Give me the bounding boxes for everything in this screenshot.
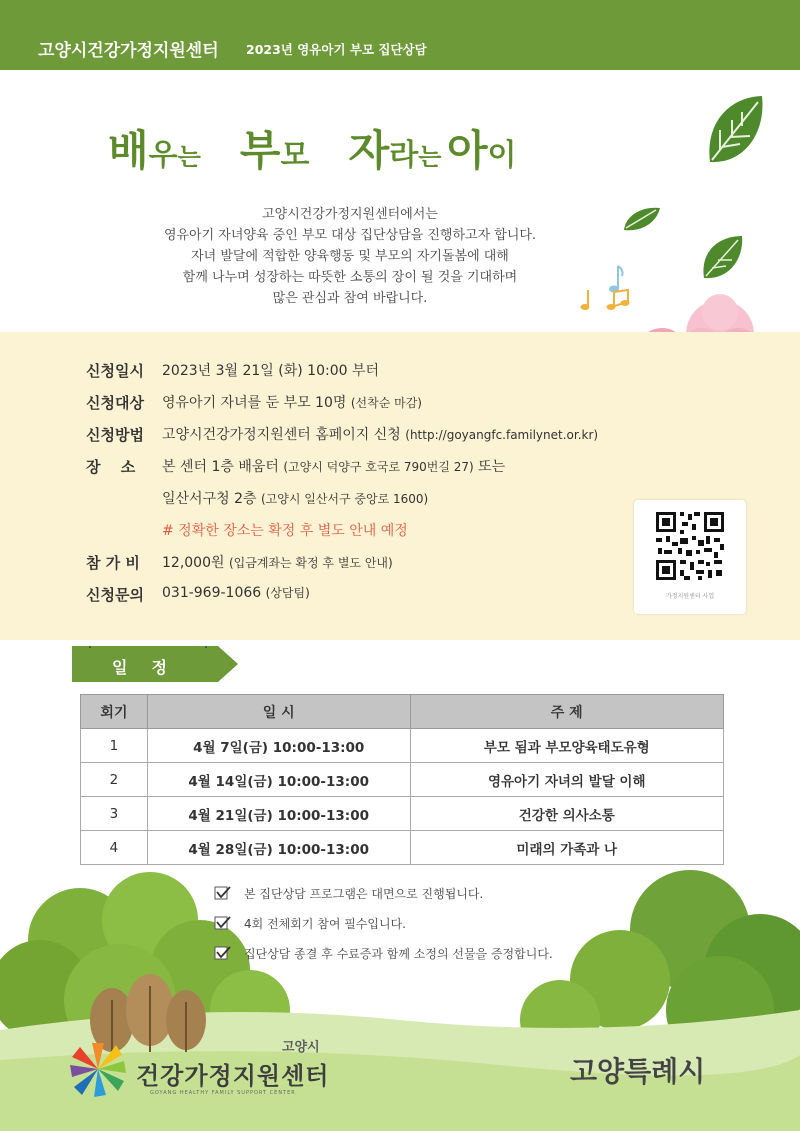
- info-place: 장 소 본 센터 1층 배움터 (고양시 덕양구 호국로 790번길 27) 또는: [86, 458, 506, 476]
- table-row: [81, 729, 724, 763]
- info-method: 신청방법 고양시건강가정지원센터 홈페이지 신청 (http://goyangfc.familynet.or.kr): [86, 426, 599, 444]
- logo-english-name: GOYANG HEALTHY FAMILY SUPPORT CENTER: [150, 1090, 296, 1096]
- intro-line: 자녀 발달에 적합한 양육행동 및 부모의 자기돌봄에 대해: [191, 249, 509, 264]
- qr-caption: 가정지원센터 사업: [665, 593, 715, 600]
- info-place-notice: # 정확한 장소는 확정 후 별도 안내 예정: [162, 523, 408, 539]
- checkbox-icon: [214, 886, 232, 900]
- schedule-table: [80, 694, 724, 865]
- intro-text: [70, 204, 630, 309]
- info-fee: 참 가 비 12,000원 (입금계좌는 확정 후 별도 안내): [86, 554, 393, 572]
- header-org: 고양시건강가정지원센터: [38, 41, 219, 61]
- intro-line: 함께 나누며 성장하는 따뜻한 소통의 장이 될 것을 기대하며: [182, 270, 518, 285]
- session-topic: 건강한 의사소통: [410, 797, 723, 831]
- schedule-tab-label: 일정: [112, 658, 191, 677]
- session-datetime: 4월 14일(금) 10:00-13:00: [147, 763, 410, 797]
- logo-city-name: 고양시: [282, 1040, 320, 1055]
- header-datetime: 일 시: [147, 695, 410, 729]
- session-datetime: 4월 21일(금) 10:00-13:00: [147, 797, 410, 831]
- info-contact: 신청문의 031-969-1066 (상담팀): [86, 585, 310, 604]
- table-row: [81, 797, 724, 831]
- center-logo-icon: [64, 1038, 132, 1100]
- session-topic: 미래의 가족과 나: [410, 831, 723, 865]
- session-datetime: 4월 7일(금) 10:00-13:00: [147, 729, 410, 763]
- application-info: [86, 360, 598, 616]
- info-target: 신청대상 영유아기 자녀를 둔 부모 10명 (선착순 마감): [86, 394, 422, 412]
- homepage-link[interactable]: (http://goyangfc.familynet.or.kr): [405, 428, 599, 442]
- table-row: [81, 763, 724, 797]
- session-number: 1: [81, 729, 148, 763]
- main-title: 배우는 부모 자라는 아이: [108, 126, 517, 175]
- table-header-row: [81, 695, 724, 729]
- note-item: 4회 전체회기 참여 필수입니다.: [214, 908, 553, 938]
- leaf-icon: [700, 92, 770, 174]
- session-number: 3: [81, 797, 148, 831]
- checkbox-icon: [214, 946, 232, 960]
- header-topic: 주 제: [410, 695, 723, 729]
- intro-line: 많은 관심과 참여 바랍니다.: [272, 291, 428, 306]
- session-topic: 영유아기 자녀의 발달 이해: [410, 763, 723, 797]
- session-datetime: 4월 28일(금) 10:00-13:00: [147, 831, 410, 865]
- note-item: 본 집단상담 프로그램은 대면으로 진행됩니다.: [214, 878, 553, 908]
- logo-center-name: 건강가정지원센터: [136, 1062, 330, 1090]
- session-topic: 부모 됨과 부모양육태도유형: [410, 729, 723, 763]
- session-number: 4: [81, 831, 148, 865]
- session-number: 2: [81, 763, 148, 797]
- checkbox-icon: [214, 916, 232, 930]
- qr-code-icon: [634, 500, 746, 590]
- notes-list: [214, 878, 553, 968]
- info-date: 신청일시 2023년 3월 21일 (화) 10:00 부터: [86, 362, 380, 380]
- city-brand: 고양특례시: [570, 1055, 706, 1088]
- leaf-medium-icon: [698, 232, 746, 282]
- info-place-alt: 일산서구청 2층 (고양시 일산서구 중앙로 1600): [162, 491, 429, 507]
- header-bar: [0, 0, 800, 70]
- note-item: 집단상담 종결 후 수료증과 함께 소정의 선물을 증정합니다.: [214, 938, 553, 968]
- header-session: 회기: [81, 695, 148, 729]
- header-subtitle: 2023년 영유아기 부모 집단상담: [246, 42, 427, 57]
- intro-line: 영유아기 자녀양육 중인 부모 대상 집단상담을 진행하고자 합니다.: [163, 228, 537, 243]
- intro-line: 고양시건강가정지원센터에서는: [262, 207, 438, 222]
